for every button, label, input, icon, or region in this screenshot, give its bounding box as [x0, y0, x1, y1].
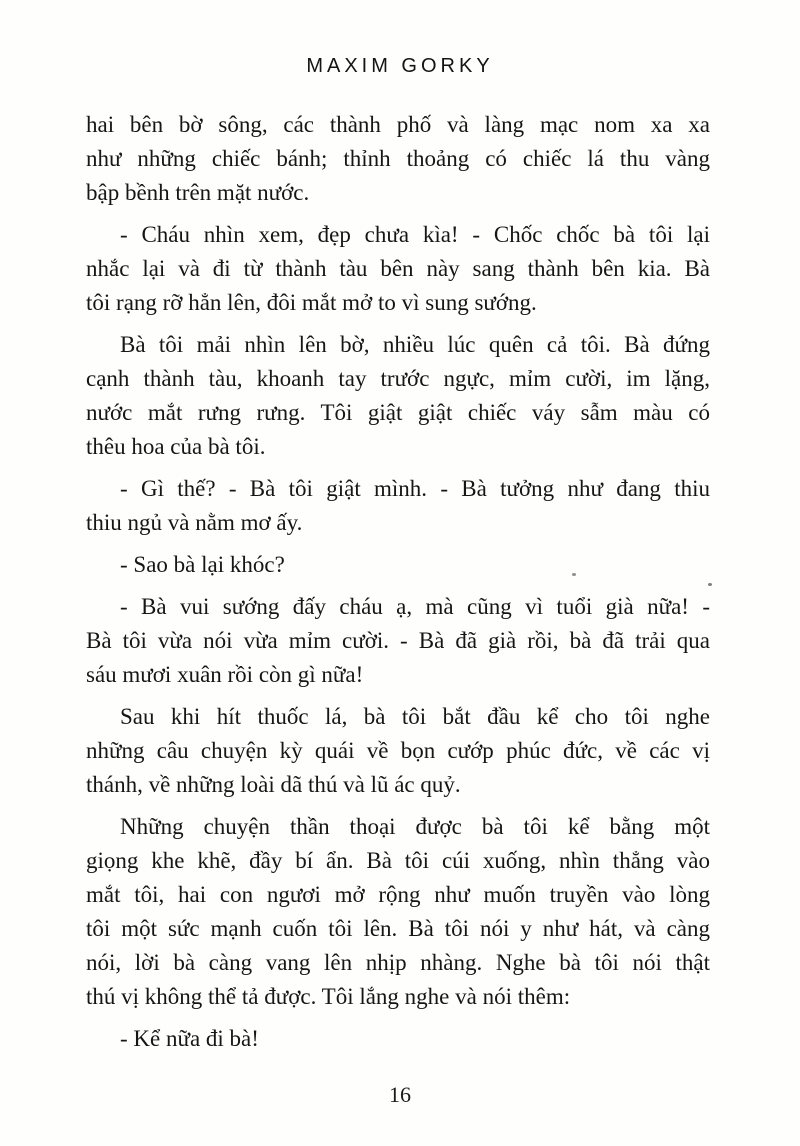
- text-line: nhắc lại và đi từ thành tàu bên này sang thành bên kia. Bà: [86, 256, 710, 281]
- text-line: thêu hoa của bà tôi.: [86, 434, 266, 459]
- text-line: những câu chuyện kỳ quái về bọn cướp phúc đức, về các vị: [86, 738, 710, 763]
- paragraph: [86, 810, 710, 1014]
- text-line: tôi rạng rỡ hẳn lên, đôi mắt mở to vì sung sướng.: [86, 290, 537, 315]
- paragraph: [86, 1022, 710, 1056]
- paragraph: [86, 548, 710, 582]
- text-line: Sau khi hít thuốc lá, bà tôi bắt đầu kể cho tôi nghe: [120, 704, 710, 729]
- paragraph: [86, 590, 710, 692]
- page-number: 16: [389, 1082, 411, 1107]
- text-line: thánh, về những loài dã thú và lũ ác quỷ.: [86, 772, 461, 797]
- page-body: [86, 108, 710, 1056]
- scan-speckle: [708, 583, 712, 586]
- text-line: tôi một sức mạnh cuốn tôi lên. Bà tôi nói y như hát, và càng: [86, 916, 710, 941]
- text-line: giọng khe khẽ, đầy bí ẩn. Bà tôi cúi xuống, nhìn thẳng vào: [86, 848, 710, 873]
- text-line: - Bà vui sướng đấy cháu ạ, mà cũng vì tuổi già nữa! -: [120, 594, 710, 619]
- text-line: Những chuyện thần thoại được bà tôi kể bằng một: [120, 814, 710, 839]
- text-line: nước mắt rưng rưng. Tôi giật giật chiếc váy sẫm màu có: [86, 400, 710, 425]
- paragraph: [86, 218, 710, 320]
- text-line: thú vị không thể tả được. Tôi lắng nghe và nói thêm:: [86, 984, 571, 1009]
- running-head: MAXIM GORKY: [306, 55, 494, 77]
- text-line: - Gì thế? - Bà tôi giật mình. - Bà tưởng như đang thiu: [120, 476, 710, 501]
- text-line: - Sao bà lại khóc?: [120, 552, 285, 577]
- text-line: thiu ngủ và nằm mơ ấy.: [86, 510, 303, 535]
- text-line: cạnh thành tàu, khoanh tay trước ngực, mỉm cười, im lặng,: [86, 366, 710, 391]
- text-line: hai bên bờ sông, các thành phố và làng mạc nom xa xa: [86, 112, 710, 137]
- scan-speckle: [572, 573, 576, 576]
- text-line: - Cháu nhìn xem, đẹp chưa kìa! - Chốc chốc bà tôi lại: [120, 222, 710, 247]
- paragraph: [86, 472, 710, 540]
- text-line: như những chiếc bánh; thỉnh thoảng có chiếc lá thu vàng: [86, 146, 710, 171]
- text-line: - Kể nữa đi bà!: [120, 1026, 259, 1051]
- text-line: bập bềnh trên mặt nước.: [86, 180, 310, 205]
- text-line: mắt tôi, hai con ngươi mở rộng như muốn truyền vào lòng: [86, 882, 710, 907]
- text-line: nói, lời bà càng vang lên nhịp nhàng. Nghe bà tôi nói thật: [86, 950, 710, 975]
- text-line: Bà tôi vừa nói vừa mỉm cười. - Bà đã già rồi, bà đã trải qua: [86, 628, 710, 653]
- paragraph: [86, 328, 710, 464]
- text-line: sáu mươi xuân rồi còn gì nữa!: [86, 662, 364, 687]
- text-line: Bà tôi mải nhìn lên bờ, nhiều lúc quên cả tôi. Bà đứng: [120, 332, 710, 357]
- paragraph: [86, 700, 710, 802]
- paragraph: [86, 108, 710, 210]
